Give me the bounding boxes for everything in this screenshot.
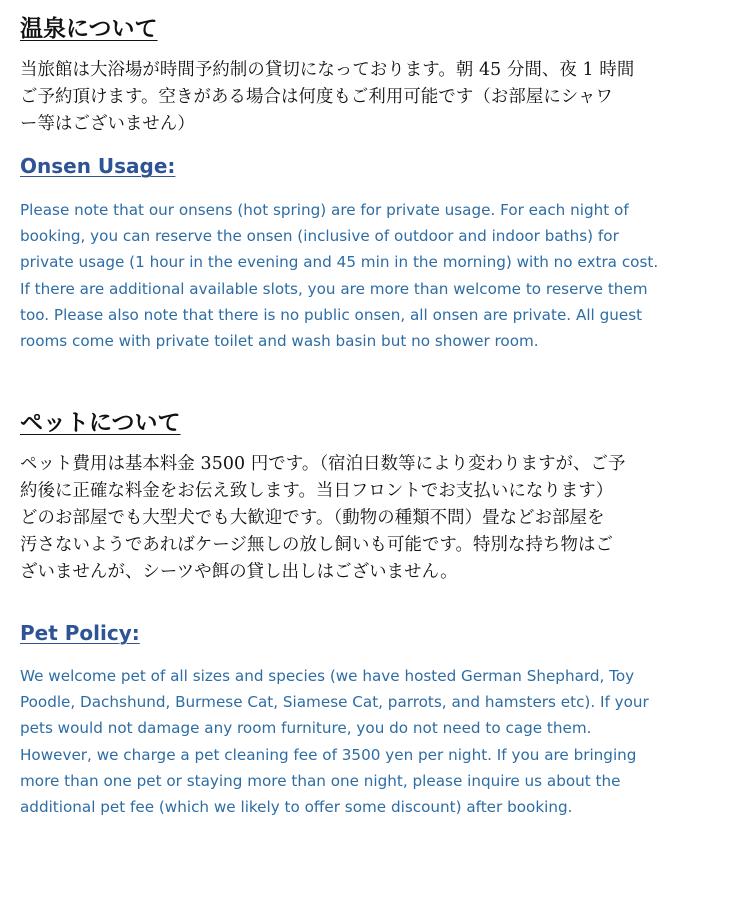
pet-en-line: However, we charge a pet cleaning fee of 3500 yen per night. If you are bringing: [20, 745, 637, 764]
onsen-jp-line: 当旅館は大浴場が時間予約制の貸切になっております。朝 45 分間、夜 1 時間: [20, 60, 635, 80]
onsen-en-line: too. Please also note that there is no public onsen, all onsen are private. All guest: [20, 305, 643, 324]
onsen-en-line: Please note that our onsens (hot spring) are for private usage. For each night of: [20, 201, 629, 219]
onsen-en-line: booking, you can reserve the onsen (inclusive of outdoor and indoor baths) for: [20, 227, 619, 246]
pet-en-line: more than one pet or staying more than one night, please inquire us about the: [20, 771, 621, 790]
onsen-jp-line: ご予約頂けます。空きがある場合は何度もご利用可能です（お部屋にシャワ: [20, 87, 613, 107]
pet-jp-line: ざいませんが、シーツや餌の貸し出しはございません。: [20, 562, 458, 582]
onsen-en-line: rooms come with private toilet and wash basin but no shower room.: [20, 332, 539, 351]
onsen-en-paragraph: [20, 197, 710, 354]
onsen-en-line: private usage (1 hour in the evening and 45 min in the morning) with no extra cost.: [20, 253, 659, 272]
pet-jp-line: どのお部屋でも大型犬でも大歓迎です。（動物の種類不問）畳などお部屋を: [20, 508, 605, 528]
pet-en-line: pets would not damage any room furniture, you do not need to cage them.: [20, 719, 592, 738]
pet-en-line: Poodle, Dachshund, Burmese Cat, Siamese Cat, parrots, and hamsters etc). If your: [20, 693, 649, 712]
pet-en-heading: Pet Policy:: [20, 621, 140, 645]
onsen-jp-paragraph: [20, 57, 720, 138]
pet-en-paragraph: [20, 663, 710, 820]
pet-jp-line: 約後に正確な料金をお伝え致します。当日フロントでお支払いになります）: [20, 481, 614, 501]
pet-jp-paragraph: [20, 451, 720, 586]
pet-en-line: additional pet fee (which we likely to offer some discount) after booking.: [20, 798, 573, 817]
pet-jp-heading: ペットについて: [20, 409, 181, 436]
onsen-en-line: If there are additional available slots, you are more than welcome to reserve them: [20, 279, 648, 298]
onsen-jp-line: ー等はございません）: [20, 114, 195, 134]
onsen-en-heading: Onsen Usage:: [20, 154, 176, 178]
pet-jp-line: 汚さないようであればケージ無しの放し飼いも可能です。特別な持ち物はご: [20, 535, 613, 555]
onsen-jp-heading: 温泉について: [20, 15, 158, 42]
pet-en-line: We welcome pet of all sizes and species (we have hosted German Shephard, Toy: [20, 667, 635, 685]
pet-jp-line: ペット費用は基本料金 3500 円です。（宿泊日数等により変わりますが、ご予: [20, 454, 626, 474]
